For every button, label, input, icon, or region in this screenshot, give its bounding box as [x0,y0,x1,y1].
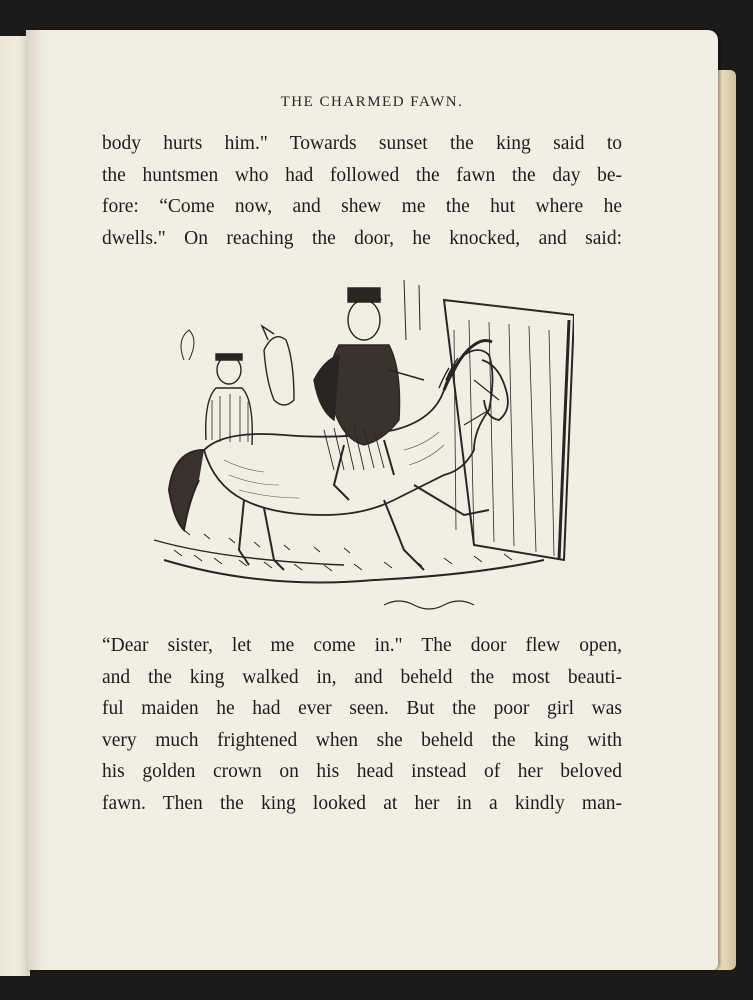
book-page [26,30,718,970]
text-line: ful maiden he had ever seen. But the poor girl was [102,698,622,719]
running-head: THE CHARMED FAWN. [280,94,464,110]
paragraph-bottom [102,630,622,819]
text-line: very much frightened when she beheld the king with [102,729,622,751]
text-line: his golden crown on his head instead of her beloved [102,761,622,782]
text-line: the huntsmen who had followed the fawn the day be- [102,164,622,186]
text-line: and the king walked in, and beheld the most beauti- [102,666,622,688]
text-line: “Dear sister, let me come in." The door flew open, [102,635,622,656]
text-line: body hurts him." Towards sunset the king said to [102,133,622,154]
king-on-horseback-illustration [144,260,574,620]
text-line: fawn. Then the king looked at her in a kindly man- [102,792,622,814]
paragraph-top [102,128,622,254]
text-line: fore: “Come now, and shew me the hut where he [102,196,622,217]
text-line: dwells." On reaching the door, he knocked, and said: [102,227,622,249]
